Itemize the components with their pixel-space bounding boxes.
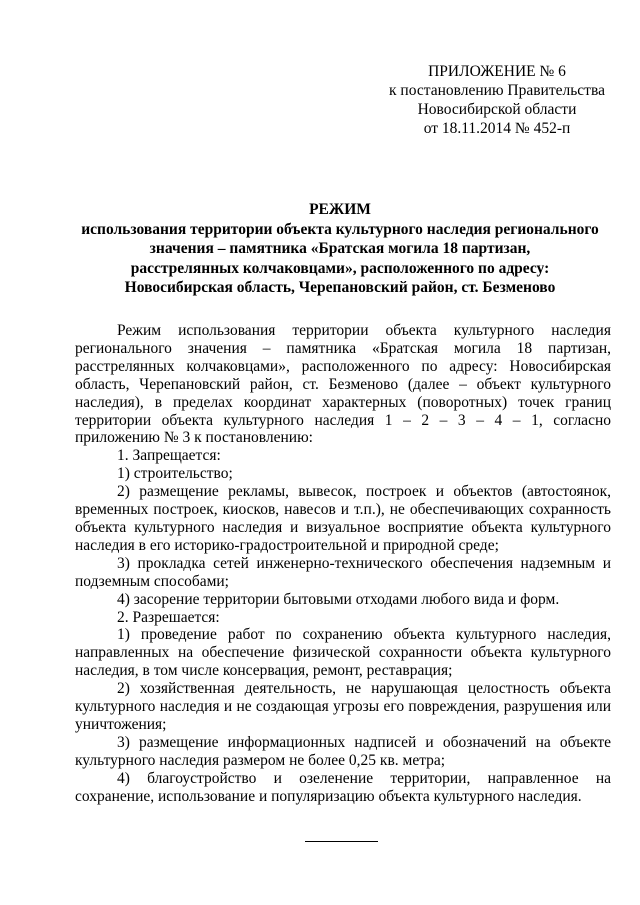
allowed-item: 4) благоустройство и озеленение территории, направленное на сохранение, использование и популяризацию объекта культурного наследия. bbox=[75, 769, 611, 805]
forbidden-item: 4) засорение территории бытовыми отходами любого вида и форм. bbox=[117, 590, 560, 608]
allowed-item: 1) проведение работ по сохранению объекта культурного наследия, направленных на обеспечение физической сохранности объекта культурного наследия, в том числе консервация, ремонт, реставрация; bbox=[75, 626, 611, 680]
forbidden-item: 3) прокладка сетей инженерно-технического обеспечения надземным и подземным способами; bbox=[75, 554, 611, 590]
appendix-header bbox=[382, 62, 612, 138]
appendix-date-number: от 18.11.2014 № 452-п bbox=[423, 120, 571, 137]
document-title bbox=[60, 200, 620, 298]
forbidden-item: 1) строительство; bbox=[117, 465, 233, 483]
allowed-item: 2) хозяйственная деятельность, не нарушающая целостность объекта культурного наследия и не создающая угрозы его повреждения, разрушения или уничтожения; bbox=[75, 680, 611, 733]
allowed-item: 3) размещение информационных надписей и обозначений на объекте культурного наследия размером не более 0,25 кв. метра; bbox=[75, 733, 611, 769]
forbidden-item: 2) размещение рекламы, вывесок, построек и объектов (автостоянок, временных построек, киосков, навесов и т.п.), не обеспечивающих сохранность объекта культурного наследия и визуальное восприятие объекта культурного наследия в его историко-градостроительной и природной среде; bbox=[75, 483, 611, 554]
appendix-region: Новосибирской области bbox=[417, 101, 577, 118]
forbidden-heading: 1. Запрещается: bbox=[117, 447, 221, 465]
title-line: использования территории объекта культурного наследия регионального bbox=[81, 220, 599, 238]
title-line: Новосибирская область, Черепановский район, ст. Безменово bbox=[124, 279, 556, 296]
end-separator-line bbox=[305, 841, 378, 842]
title-line: расстрелянных колчаковцами», расположенного по адресу: bbox=[130, 259, 550, 277]
allowed-heading: 2. Разрешается: bbox=[117, 608, 220, 626]
appendix-number: ПРИЛОЖЕНИЕ № 6 bbox=[428, 63, 566, 80]
intro-paragraph: Режим использования территории объекта культурного наследия регионального значения – памятника «Братская могила 18 партизан, расстрелянных колчаковцами», расположенного по адресу: Новосибирская область, Черепановский район, ст. Безменово (далее – объект культурного наследия), в пределах координат характерных (поворотных) точек границ территории объекта культурного наследия 1 – 2 – 3 – 4 – 1, согласно приложению № 3 к постановлению: bbox=[75, 322, 611, 447]
title-heading: РЕЖИМ bbox=[309, 201, 371, 218]
title-line: значения – памятника «Братская могила 18 партизан, bbox=[149, 240, 531, 257]
appendix-reference: к постановлению Правительства bbox=[389, 82, 605, 99]
document-body bbox=[75, 322, 611, 805]
